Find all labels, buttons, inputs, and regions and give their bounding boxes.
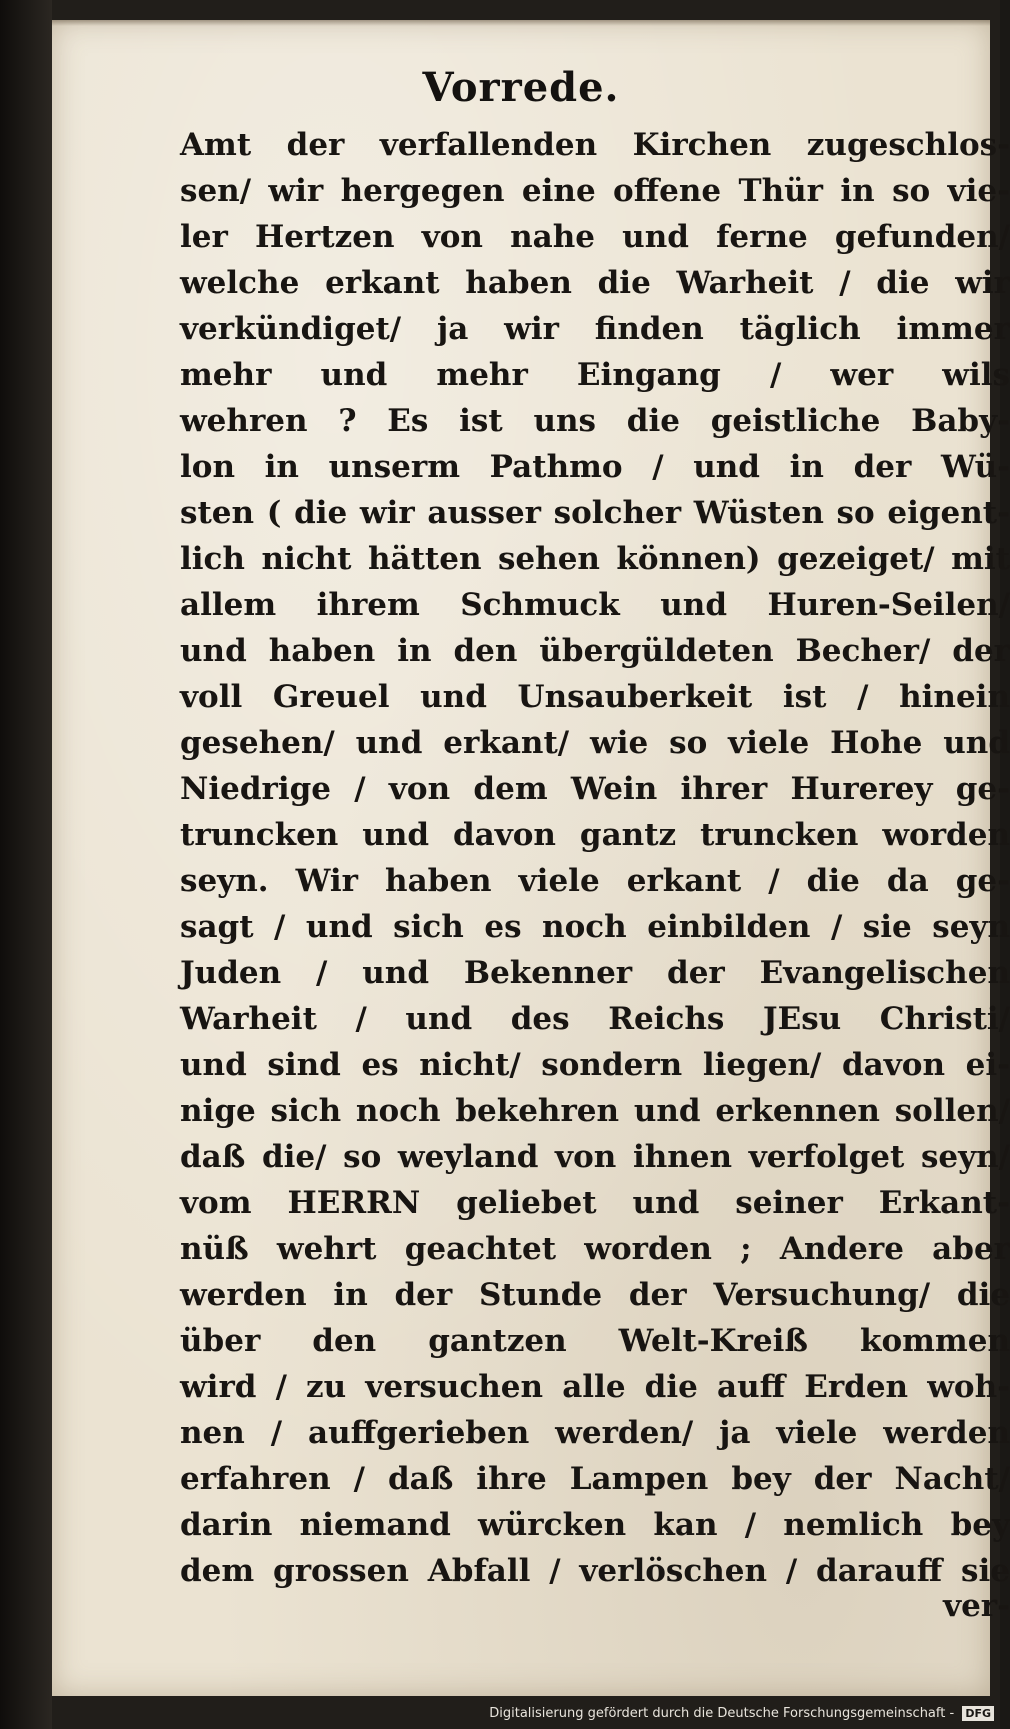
text-line: gesehen/ und erkant/ wie so viele Hohe und <box>180 725 1010 761</box>
text-line: verkündiget/ ja wir finden täglich immer <box>180 311 1010 347</box>
dfg-logo: DFG <box>962 1706 994 1721</box>
text-line: werden in der Stunde der Versuchung/ die <box>180 1277 1010 1313</box>
text-line: daß die/ so weyland von ihnen verfolget seyn/ <box>180 1139 1010 1175</box>
text-line: dem grossen Abfall / verlöschen / darauff sie <box>180 1553 1010 1589</box>
text-line: vom HERRN geliebet und seiner Erkant- <box>180 1185 1010 1221</box>
text-line: darin niemand würcken kan / nemlich bey <box>180 1507 1010 1543</box>
text-line: truncken und davon gantz truncken worden <box>180 817 1010 853</box>
text-line: wird / zu versuchen alle die auff Erden woh- <box>180 1369 1010 1405</box>
text-line: und haben in den übergüldeten Becher/ der <box>180 633 1010 669</box>
credit-text: Digitalisierung gefördert durch die Deutsche Forschungsgemeinschaft - <box>489 1706 955 1721</box>
text-line: sagt / und sich es noch einbilden / sie seyn <box>180 909 1010 945</box>
binding-shadow <box>0 0 52 1729</box>
text-line: seyn. Wir haben viele erkant / die da ge- <box>180 863 1010 899</box>
text-line: über den gantzen Welt-Kreiß kommen <box>180 1323 1010 1359</box>
text-line: lich nicht hätten sehen können) gezeiget/ mit <box>180 541 1010 577</box>
text-line: Amt der verfallenden Kirchen zugeschlos- <box>180 127 1010 163</box>
text-line: lon in unserm Pathmo / und in der Wü- <box>180 449 1010 485</box>
text-line: nen / auffgerieben werden/ ja viele werden <box>180 1415 1010 1451</box>
text-line: ler Hertzen von nahe und ferne gefunden/ <box>180 219 1010 255</box>
digitization-credit <box>0 1706 994 1721</box>
text-line: Juden / und Bekenner der Evangelischen <box>180 955 1010 991</box>
body-text <box>180 122 1010 1594</box>
text-line: nige sich noch bekehren und erkennen sollen/ <box>180 1093 1010 1129</box>
text-line: Niedrige / von dem Wein ihrer Hurerey ge- <box>180 771 1010 807</box>
book-page <box>52 20 1010 1696</box>
text-line: mehr und mehr Eingang / wer wils <box>180 357 1010 393</box>
text-line: welche erkant haben die Warheit / die wir <box>180 265 1010 301</box>
text-line: wehren ? Es ist uns die geistliche Baby- <box>180 403 1010 439</box>
text-line: sen/ wir hergegen eine offene Thür in so vie- <box>180 173 1010 209</box>
catchword: ver- <box>943 1588 1010 1624</box>
page-edge <box>52 20 990 26</box>
text-line: sten ( die wir ausser solcher Wüsten so eigent- <box>180 495 1010 531</box>
text-line: Warheit / und des Reichs JEsu Christi/ <box>180 1001 1010 1037</box>
text-line: voll Greuel und Unsauberkeit ist / hinein <box>180 679 1010 715</box>
text-line: nüß wehrt geachtet worden ; Andere aber <box>180 1231 1010 1267</box>
text-line: allem ihrem Schmuck und Huren-Seilen/ <box>180 587 1010 623</box>
text-line: erfahren / daß ihre Lampen bey der Nacht/ <box>180 1461 1010 1497</box>
text-line: und sind es nicht/ sondern liegen/ davon ei- <box>180 1047 1010 1083</box>
running-head: Vorrede. <box>422 64 620 111</box>
